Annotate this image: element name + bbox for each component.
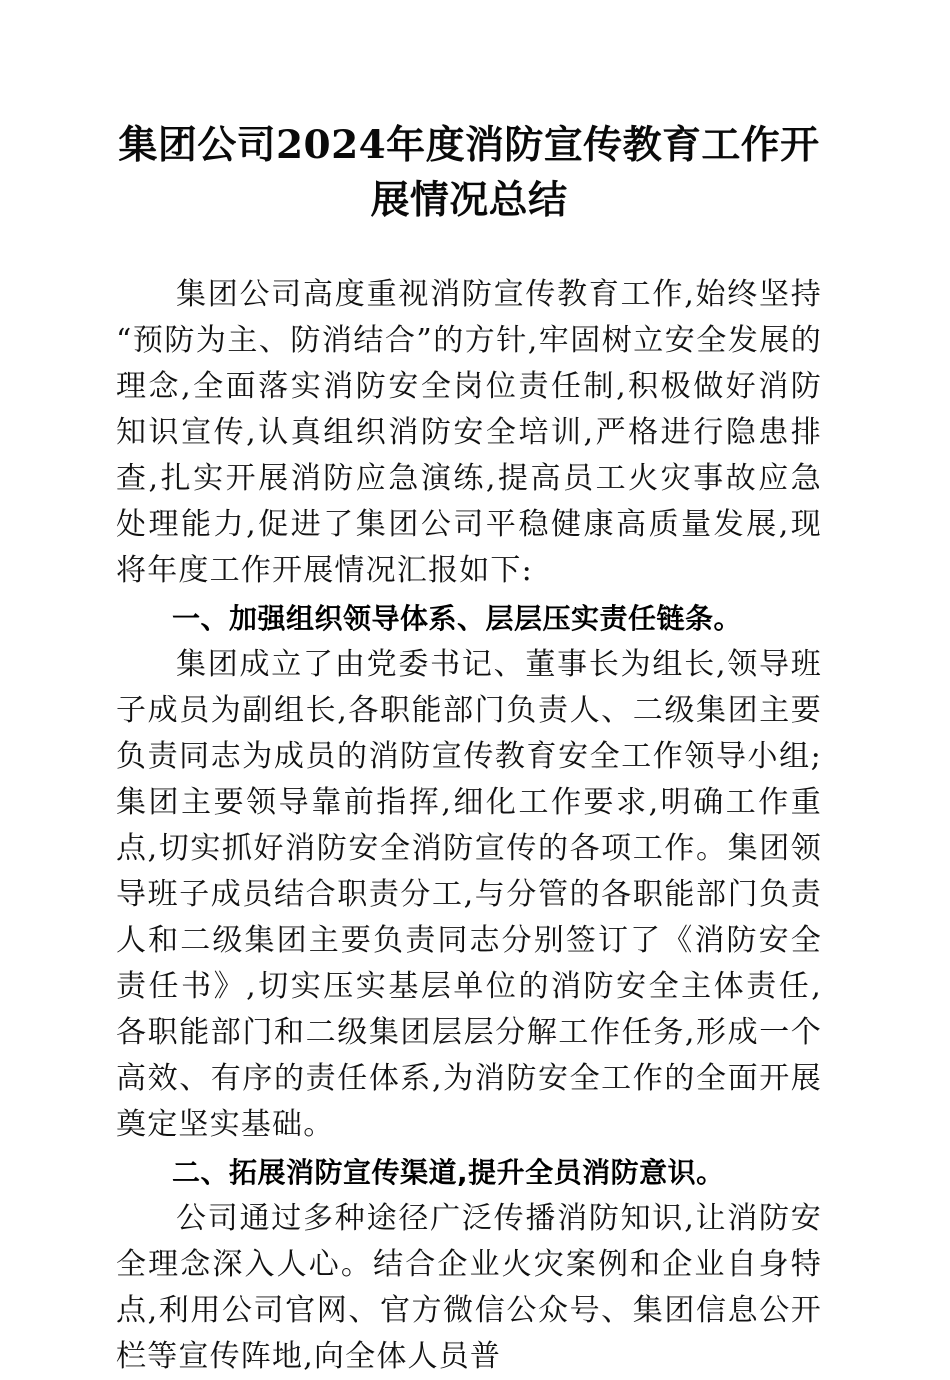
paragraph-section-one: 集团成立了由党委书记、董事长为组长,领导班子成员为副组长,各职能部门负责人、二级集团主要负责同志为成员的消防宣传教育安全工作领导小组;集团主要领导靠前指挥,细化工作要求,明确工作重点,切实抓好消防安全消防宣传的各项工作。集团领导班子成员结合职责分工,与分管的各职能部门负责人和二级集团主要负责同志分别签订了《消防安全责任书》,切实压实基层单位的消防安全主体责任,各职能部门和二级集团层层分解工作任务,形成一个高效、有序的责任体系,为消防安全工作的全面开展奠定坚实基础。 [116,647,822,1142]
page-title: 集团公司2024年度消防宣传教育工作开展情况总结 [118,122,820,223]
paragraph-section-two: 公司通过多种途径广泛传播消防知识,让消防安全理念深入人心。结合企业火灾案例和企业自身特点,利用公司官网、官方微信公众号、集团信息公开栏等宣传阵地,向全体人员普 [116,1201,822,1374]
section-heading-one: 一、加强组织领导体系、层层压实责任链条。 [172,602,743,635]
paragraph-intro: 集团公司高度重视消防宣传教育工作,始终坚持“预防为主、防消结合”的方针,牢固树立安全发展的理念,全面落实消防安全岗位责任制,积极做好消防知识宣传,认真组织消防安全培训,严格进行隐患排查,扎实开展消防应急演练,提高员工火灾事故应急处理能力,促进了集团公司平稳健康高质量发展,现将年度工作开展情况汇报如下: [116,277,822,588]
section-heading-two: 二、拓展消防宣传渠道,提升全员消防意识。 [172,1156,725,1189]
document-body [116,0,822,1380]
